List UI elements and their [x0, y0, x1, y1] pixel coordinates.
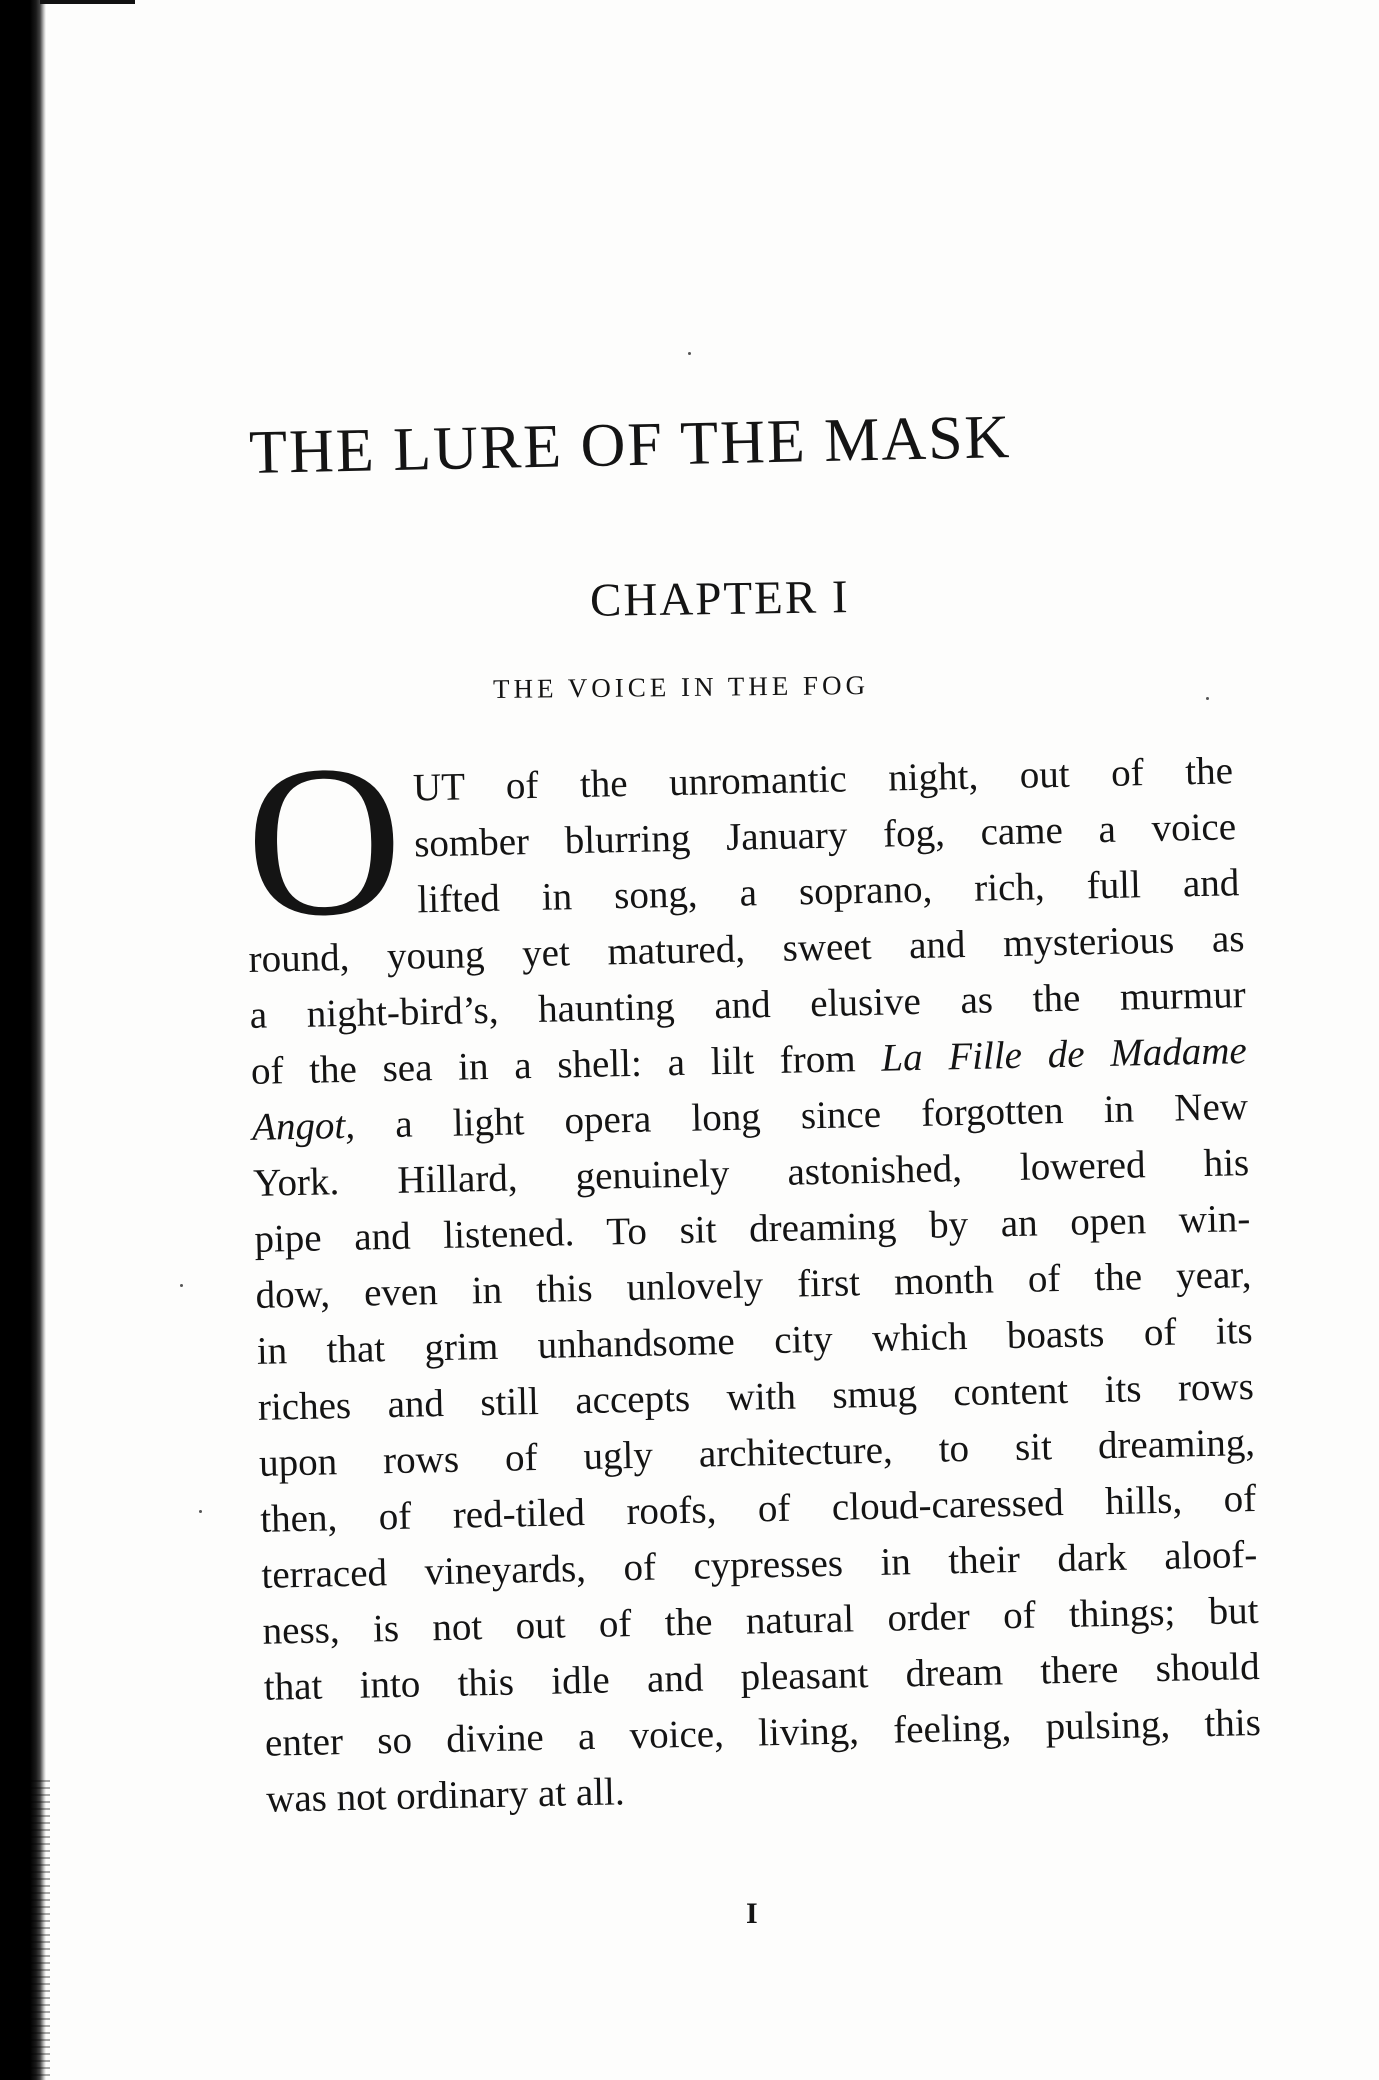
page-number: I: [746, 1897, 758, 1930]
text-line: round, young yet matured, sweet and mysterious as: [248, 917, 1245, 981]
text-segment: of the sea in a shell: a lilt from: [250, 1037, 857, 1093]
text-line: in that grim unhandsome city which boasts of its: [256, 1309, 1254, 1373]
text-line: was not ordinary at all.: [265, 1770, 626, 1821]
book-title: THE LURE OF THE MASK: [248, 403, 1012, 488]
text-line: enter so divine a voice, living, feeling, pulsing, this: [264, 1700, 1262, 1765]
text-line: pipe and listened. To sit dreaming by an open win-: [254, 1197, 1251, 1261]
scan-edge-noise: [26, 1780, 50, 2080]
speck: [180, 1284, 183, 1287]
text-line: somber blurring January fog, came a voice: [413, 805, 1237, 866]
text-line: riches and still accepts with smug content its rows: [257, 1364, 1255, 1429]
text-line: dow, even in this unlovely first month of the year,: [255, 1253, 1252, 1317]
text-line: lifted in song, a soprano, rich, full and: [416, 861, 1240, 922]
text-line: that into this idle and pleasant dream there should: [263, 1644, 1261, 1709]
drop-cap: O: [243, 719, 405, 962]
body-text: [243, 719, 1262, 1821]
text-segment: a light opera long since forgotten in New: [394, 1085, 1249, 1146]
text-line: ness, is not out of the natural order of things; but: [262, 1588, 1259, 1653]
text-line: York. Hillard, genuinely astonished, lowered his: [252, 1141, 1250, 1205]
speck: [199, 1510, 202, 1513]
italic-title: Angot,: [251, 1103, 356, 1149]
scan-top-edge: [40, 0, 135, 4]
text-line: then, of red-tiled roofs, of cloud-caressed hills, of: [259, 1476, 1257, 1541]
italic-title: La Fille de Madame: [880, 1029, 1248, 1080]
chapter-heading: CHAPTER I: [589, 571, 850, 627]
speck: [1206, 697, 1209, 700]
speck: [688, 352, 691, 355]
text-line: terraced vineyards, of cypresses in their dark aloof-: [261, 1532, 1258, 1597]
text-line: UT of the unromantic night, out of the: [412, 749, 1234, 810]
chapter-title: THE VOICE IN THE FOG: [492, 670, 870, 704]
text-line: upon rows of ugly architecture, to sit dreaming,: [258, 1420, 1256, 1485]
text-line: a night-bird’s, haunting and elusive as the murmur: [249, 973, 1247, 1037]
scan-binding-edge: [0, 0, 46, 2080]
